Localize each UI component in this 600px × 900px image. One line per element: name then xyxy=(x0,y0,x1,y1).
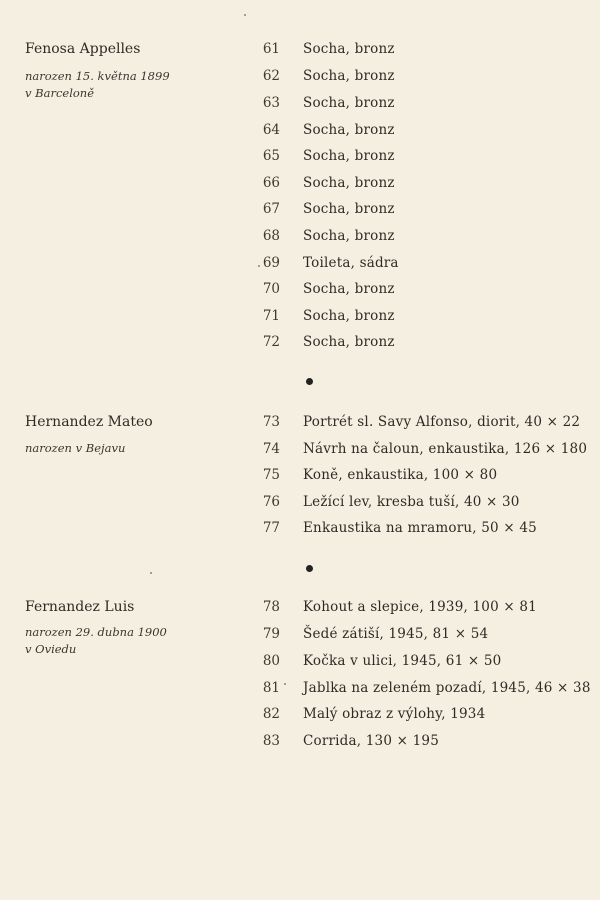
entry-number: 76 xyxy=(262,494,280,510)
entry-number: 67 xyxy=(262,201,280,217)
catalog-entry xyxy=(0,307,600,325)
catalog-entry xyxy=(0,40,600,58)
paper-speck xyxy=(244,14,246,16)
entry-title: Socha, bronz xyxy=(303,308,395,324)
entry-number: 65 xyxy=(262,148,280,164)
entry-number: 66 xyxy=(262,175,280,191)
entry-number: 83 xyxy=(262,733,280,749)
artist-name: Hernandez Mateo xyxy=(25,414,153,430)
entry-title: Socha, bronz xyxy=(303,41,395,57)
entry-number: 71 xyxy=(262,308,280,324)
bio-line: v Oviedu xyxy=(25,642,77,656)
entry-number: 79 xyxy=(262,626,280,642)
entry-number: 70 xyxy=(262,281,280,297)
catalog-entry xyxy=(0,440,600,458)
catalog-entry xyxy=(0,280,600,298)
entry-number: 75 xyxy=(262,467,280,483)
entry-title: Toileta, sádra xyxy=(303,255,399,271)
section-divider-bullet xyxy=(306,378,313,385)
catalog-entry xyxy=(0,333,600,351)
entry-title: Portrét sl. Savy Alfonso, diorit, 40 × 22 xyxy=(303,414,581,430)
catalog-entry xyxy=(0,413,600,431)
entry-title: Corrida, 130 × 195 xyxy=(303,733,439,749)
catalog-entry xyxy=(0,94,600,112)
paper-speck xyxy=(284,683,286,685)
entry-title: Socha, bronz xyxy=(303,175,395,191)
entry-title: Socha, bronz xyxy=(303,122,395,138)
catalog-entry xyxy=(0,227,600,245)
entry-title: Socha, bronz xyxy=(303,334,395,350)
entry-title: Koně, enkaustika, 100 × 80 xyxy=(303,467,498,483)
artist-name: Fenosa Appelles xyxy=(25,41,141,57)
catalog-entry xyxy=(0,121,600,139)
catalog-entry xyxy=(0,466,600,484)
entry-title: Socha, bronz xyxy=(303,228,395,244)
entry-number: 68 xyxy=(262,228,280,244)
entry-title: Šedé zátiší, 1945, 81 × 54 xyxy=(303,626,489,642)
entry-title: Socha, bronz xyxy=(303,148,395,164)
entry-number: 63 xyxy=(262,95,280,111)
entry-title: Kohout a slepice, 1939, 100 × 81 xyxy=(303,599,537,615)
catalog-entry xyxy=(0,652,600,670)
catalog-entry xyxy=(0,679,600,697)
entry-title: Socha, bronz xyxy=(303,95,395,111)
entry-number: 78 xyxy=(262,599,280,615)
catalog-entry xyxy=(0,598,600,616)
paper-speck xyxy=(150,572,152,574)
catalog-entry xyxy=(0,254,600,272)
section-divider-bullet xyxy=(306,565,313,572)
entry-title: Jablka na zeleném pozadí, 1945, 46 × 38 xyxy=(303,680,591,696)
bio-line: v Barceloně xyxy=(25,86,95,100)
entry-title: Enkaustika na mramoru, 50 × 45 xyxy=(303,520,537,536)
entry-number: 61 xyxy=(262,41,280,57)
catalog-entry xyxy=(0,147,600,165)
catalog-entry xyxy=(0,732,600,750)
catalog-entry xyxy=(0,519,600,537)
entry-title: Malý obraz z výlohy, 1934 xyxy=(303,706,486,722)
artist-name: Fernandez Luis xyxy=(25,599,135,615)
catalog-entry xyxy=(0,493,600,511)
entry-number: 74 xyxy=(262,441,280,457)
entry-number: 77 xyxy=(262,520,280,536)
catalog-entry xyxy=(0,625,600,643)
entry-number: 72 xyxy=(262,334,280,350)
catalog-entry xyxy=(0,705,600,723)
entry-title: Ležící lev, kresba tuší, 40 × 30 xyxy=(303,494,520,510)
entry-number: 73 xyxy=(262,414,280,430)
paper-speck xyxy=(258,265,260,267)
entry-number: 81 xyxy=(262,680,280,696)
bio-line: narozen v Bejavu xyxy=(25,441,126,455)
catalog-entry xyxy=(0,67,600,85)
entry-title: Socha, bronz xyxy=(303,68,395,84)
entry-title: Socha, bronz xyxy=(303,201,395,217)
bio-line: narozen 15. května 1899 xyxy=(25,69,170,83)
entry-title: Socha, bronz xyxy=(303,281,395,297)
catalog-entry xyxy=(0,174,600,192)
entry-number: 80 xyxy=(262,653,280,669)
catalog-entry xyxy=(0,200,600,218)
entry-number: 64 xyxy=(262,122,280,138)
bio-line: narozen 29. dubna 1900 xyxy=(25,625,167,639)
entry-title: Návrh na čaloun, enkaustika, 126 × 180 xyxy=(303,441,588,457)
entry-number: 69 xyxy=(262,255,280,271)
entry-title: Kočka v ulici, 1945, 61 × 50 xyxy=(303,653,502,669)
entry-number: 62 xyxy=(262,68,280,84)
entry-number: 82 xyxy=(262,706,280,722)
